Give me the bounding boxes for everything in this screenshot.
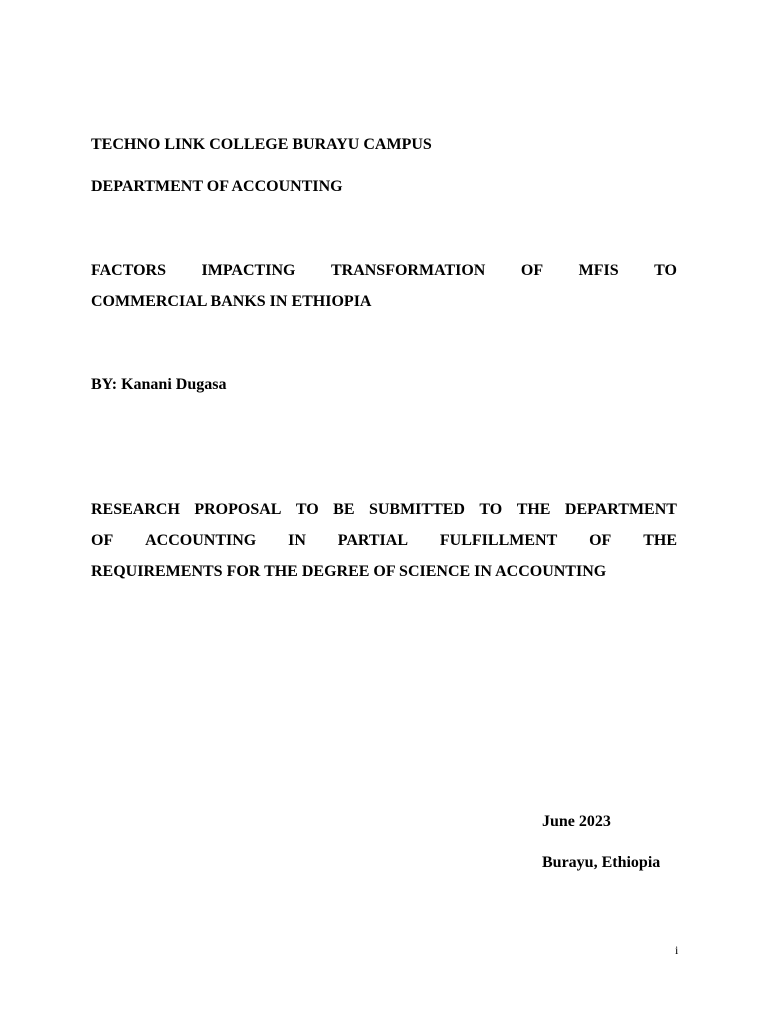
proposal-word: PROPOSAL bbox=[194, 501, 282, 518]
submission-date: June 2023 bbox=[542, 813, 611, 830]
submission-place: Burayu, Ethiopia bbox=[542, 854, 661, 871]
proposal-word: RESEARCH bbox=[91, 501, 180, 518]
institution-name: TECHNO LINK COLLEGE BURAYU CAMPUS bbox=[91, 136, 432, 153]
title-word: FACTORS bbox=[91, 262, 166, 279]
proposal-line-1 bbox=[91, 500, 677, 520]
proposal-word: ACCOUNTING bbox=[145, 532, 257, 549]
title-line-1 bbox=[91, 261, 677, 281]
proposal-line-2 bbox=[91, 531, 677, 551]
title-word: MFIS bbox=[578, 262, 619, 279]
proposal-word: OF bbox=[589, 532, 612, 549]
proposal-word: THE bbox=[516, 501, 551, 518]
proposal-word: TO bbox=[295, 501, 319, 518]
proposal-word: FULFILLMENT bbox=[439, 532, 558, 549]
author-line: BY: Kanani Dugasa bbox=[91, 376, 227, 393]
title-word: IMPACTING bbox=[201, 262, 296, 279]
proposal-line-3: REQUIREMENTS FOR THE DEGREE OF SCIENCE IN ACCOUNTING bbox=[91, 563, 607, 580]
proposal-word: THE bbox=[643, 532, 677, 549]
page-number: i bbox=[675, 943, 679, 957]
title-word: TO bbox=[654, 262, 677, 279]
proposal-word: OF bbox=[91, 532, 114, 549]
title-line-2: COMMERCIAL BANKS IN ETHIOPIA bbox=[91, 293, 372, 310]
title-word: OF bbox=[520, 262, 544, 279]
department-name: DEPARTMENT OF ACCOUNTING bbox=[91, 178, 343, 195]
proposal-word: IN bbox=[288, 532, 306, 549]
proposal-word: TO bbox=[479, 501, 503, 518]
title-word: TRANSFORMATION bbox=[330, 262, 486, 279]
proposal-word: DEPARTMENT bbox=[564, 501, 677, 518]
proposal-word: BE bbox=[333, 501, 355, 518]
proposal-word: PARTIAL bbox=[337, 532, 409, 549]
proposal-word: SUBMITTED bbox=[368, 501, 465, 518]
